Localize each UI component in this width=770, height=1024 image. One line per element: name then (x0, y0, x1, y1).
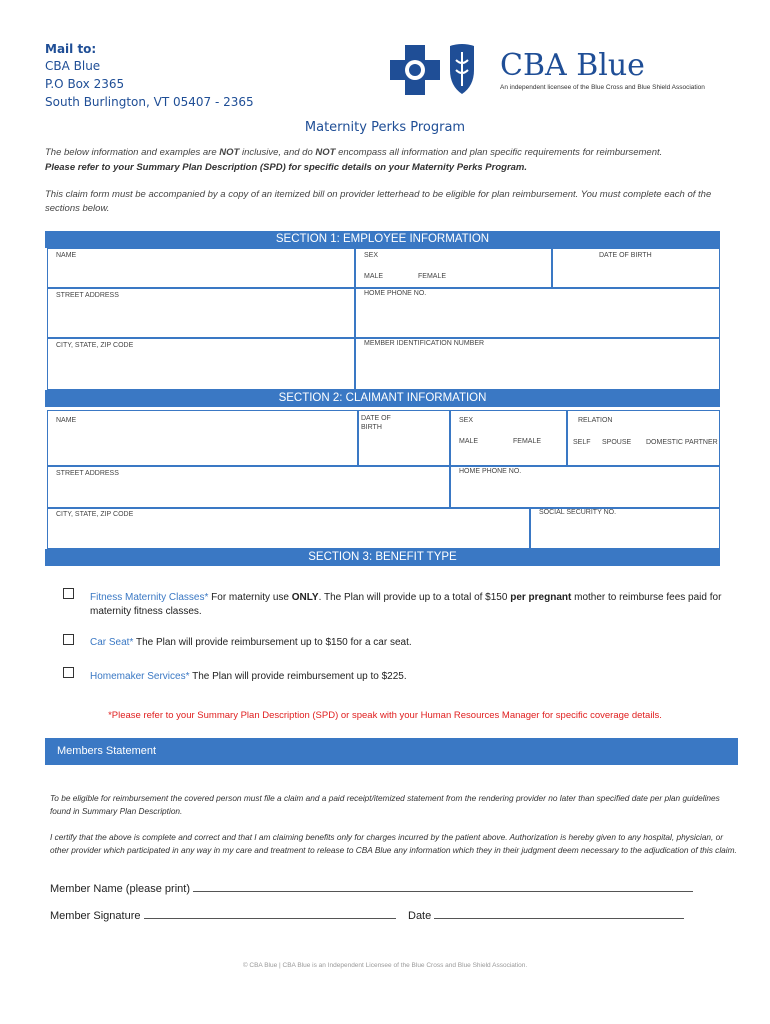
intro-line-2: Please refer to your Summary Plan Description (SPD) for specific details on your Maternity Perks Program. (45, 162, 528, 173)
claimant-home-phone-field[interactable]: HOME PHONE NO. (450, 466, 720, 508)
benefit-car-seat: Car Seat* The Plan will provide reimbursement up to $150 for a car seat. (90, 637, 412, 648)
sex-male-option: MALE (364, 273, 384, 280)
fitness-classes-checkbox[interactable] (63, 588, 74, 599)
car-seat-checkbox[interactable] (63, 634, 74, 645)
section1-header: SECTION 1: EMPLOYEE INFORMATION (45, 231, 720, 248)
members-statement-header: Members Statement (45, 738, 738, 765)
benefit-homemaker: Homemaker Services* The Plan will provide reimbursement up to $225. (90, 671, 407, 682)
coverage-note: *Please refer to your Summary Plan Description (SPD) or speak with your Human Resources Manager for specific coverage details. (108, 710, 662, 721)
intro-line-1: The below information and examples are NOT inclusive, and do NOT encompass all information and plan specific requirements for reimbursement. (45, 147, 663, 158)
mail-heading: Mail to: (45, 42, 97, 56)
claimant-dob-field[interactable]: DATE OF BIRTH (358, 410, 450, 466)
homemaker-checkbox[interactable] (63, 667, 74, 678)
claimant-male-option: MALE (459, 438, 479, 445)
members-para-1: To be eligible for reimbursement the covered person must file a claim and a paid receipt/itemized statement from the rendering provider no later than specified date per plan guidelines found in Summary Plan Description. (50, 793, 720, 816)
employee-dob-field[interactable]: DATE OF BIRTH (552, 248, 720, 288)
member-signature-row (50, 908, 396, 922)
relation-domestic-option: DOMESTIC PARTNER (646, 439, 718, 446)
mail-line-1: CBA Blue (45, 59, 101, 73)
page-title: Maternity Perks Program (304, 120, 466, 135)
member-name-label: Member Name (please print) (50, 883, 190, 895)
footer: © CBA Blue | CBA Blue is an Independent Licensee of the Blue Cross and Blue Shield Association. (242, 962, 528, 969)
employee-name-field[interactable]: NAME (47, 248, 355, 288)
benefit-fitness: Fitness Maternity Classes* For maternity use ONLY. The Plan will provide up to a total of $150 per pregnant mother to reimburse fees paid for maternity fitness classes. (90, 592, 722, 617)
section3-header: SECTION 3: BENEFIT TYPE (45, 549, 720, 566)
date-row (408, 908, 684, 922)
claimant-sex-field[interactable]: SEX MALE FEMALE (450, 410, 567, 466)
intro-line-3: This claim form must be accompanied by a copy of an itemized bill on provider letterhead to be eligible for plan reimbursement. You must complete each of the sections below. (45, 189, 712, 214)
employee-home-phone-field[interactable]: HOME PHONE NO. (355, 288, 720, 338)
relation-spouse-option: SPOUSE (602, 439, 632, 446)
date-line[interactable] (434, 908, 684, 919)
claimant-name-field[interactable]: NAME (47, 410, 358, 466)
member-name-line[interactable] (193, 881, 693, 892)
members-para-2: I certify that the above is complete and correct and that I am claiming benefits only for charges incurred by the patient above. Authorization is hereby given to any hospital, physician, or other provider which participated in any way in my care and treatment to release to CBA Blue any information which they in their judgment deem necessary to the adjudication of this claim. (50, 832, 737, 855)
brand-tagline: An independent licensee of the Blue Cross and Blue Shield Association (500, 84, 705, 91)
member-signature-line[interactable] (144, 908, 396, 919)
blue-cross-blue-shield-logo (390, 40, 495, 96)
employee-street-field[interactable]: STREET ADDRESS (47, 288, 355, 338)
employee-sex-field[interactable]: SEX MALE FEMALE (355, 248, 552, 288)
mail-line-3: South Burlington, VT 05407 - 2365 (45, 95, 254, 109)
claimant-street-field[interactable]: STREET ADDRESS (47, 466, 450, 508)
relation-self-option: SELF (573, 439, 591, 446)
brand-name: CBA Blue (500, 48, 645, 83)
claimant-female-option: FEMALE (513, 438, 542, 445)
member-name-row (50, 881, 693, 895)
sex-female-option: FEMALE (418, 273, 447, 280)
date-label: Date (408, 910, 432, 922)
section2-header: SECTION 2: CLAIMANT INFORMATION (45, 390, 720, 407)
claimant-city-field[interactable]: CITY, STATE, ZIP CODE (47, 508, 530, 549)
mail-line-2: P.O Box 2365 (45, 77, 125, 91)
member-signature-label: Member Signature (50, 910, 141, 922)
employee-city-field[interactable]: CITY, STATE, ZIP CODE (47, 338, 355, 390)
claimant-ssn-field[interactable]: SOCIAL SECURITY NO. (530, 508, 720, 549)
employee-member-id-field[interactable]: MEMBER IDENTIFICATION NUMBER (355, 338, 720, 390)
claimant-relation-field[interactable]: RELATION SELF SPOUSE DOMESTIC PARTNER (567, 410, 720, 466)
